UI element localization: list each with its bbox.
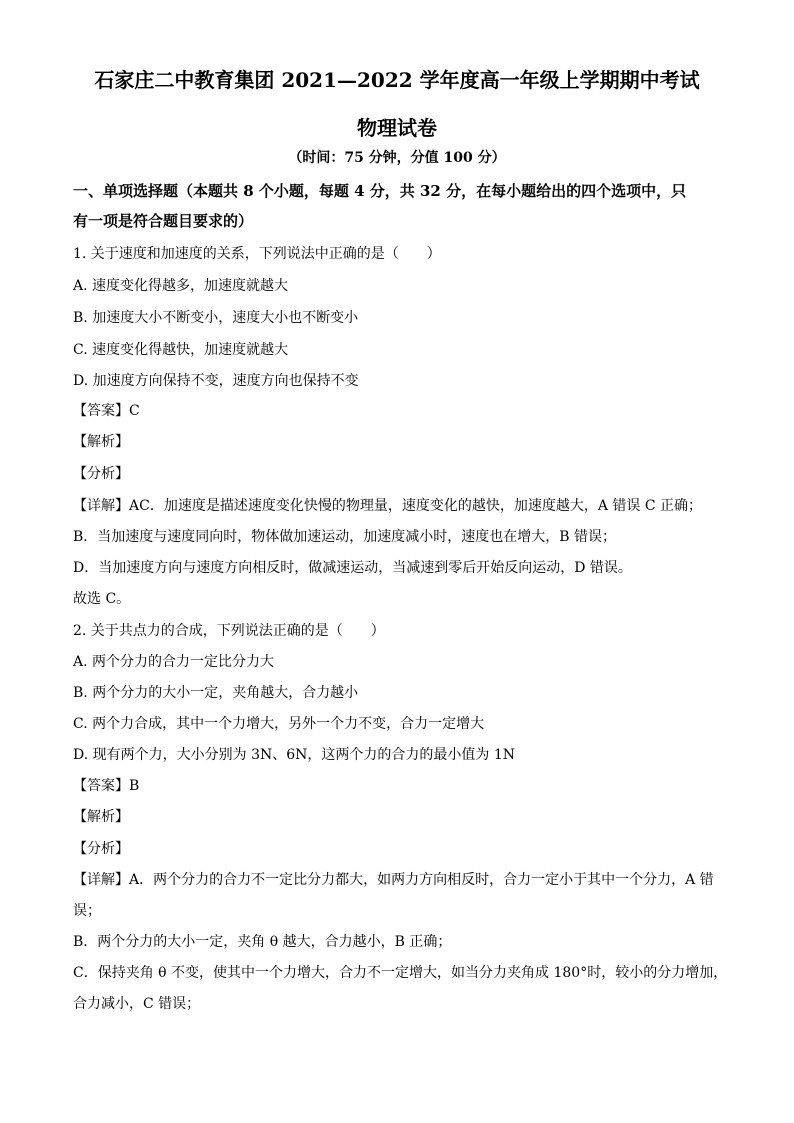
q2-detail-4: C．保持夹角 θ 不变，使其中一个力增大，合力不一定增大，如当分力夹角成 180°时，较小的分力增加， <box>73 965 728 981</box>
q2-jiexi: 【解析】 <box>73 809 129 825</box>
q1-jiexi: 【解析】 <box>73 434 129 450</box>
q2-option-a: A. 两个分力的合力一定比分力大 <box>73 654 275 670</box>
q1-option-a: A. 速度变化得越多，加速度就越大 <box>73 278 289 294</box>
q1-answer: 【答案】C <box>73 403 140 419</box>
q2-option-b: B. 两个分力的大小一定，夹角越大，合力越小 <box>73 685 359 701</box>
q2-option-c: C. 两个力合成，其中一个力增大，另外一个力不变，合力一定增大 <box>73 716 485 732</box>
exam-subtitle: 物理试卷 <box>357 116 437 140</box>
q2-detail-2: 误； <box>73 903 101 919</box>
q2-detail-1: 【详解】A．两个分力的合力不一定比分力都大，如两力方向相反时，合力一定小于其中一个分力，A 错 <box>73 872 714 888</box>
q2-detail-3: B．两个分力的大小一定，夹角 θ 越大，合力越小，B 正确； <box>73 934 452 950</box>
q2-option-d: D. 现有两个力，大小分别为 3N、6N，这两个力的合力的最小值为 1N <box>73 747 515 763</box>
q1-detail-1: 【详解】AC．加速度是描述速度变化快慢的物理量，速度变化的越快，加速度越大，A 错误 C 正确； <box>73 498 702 514</box>
q1-option-b: B. 加速度大小不断变小，速度大小也不断变小 <box>73 310 359 326</box>
q1-detail-3: D．当加速度方向与速度方向相反时，做减速运动，当减速到零后开始反向运动，D 错误。 <box>73 560 632 576</box>
exam-title: 石家庄二中教育集团 2021—2022 学年度高一年级上学期期中考试 <box>94 68 700 92</box>
q2-fenxi: 【分析】 <box>73 841 129 857</box>
q1-detail-2: B．当加速度与速度同向时，物体做加速运动，加速度减小时，速度也在增大，B 错误； <box>73 529 617 545</box>
q2-detail-5: 合力减小，C 错误； <box>73 996 201 1012</box>
q2-answer: 【答案】B <box>73 778 140 794</box>
q1-stem: 1. 关于速度和加速度的关系，下列说法中正确的是（ ） <box>73 246 441 262</box>
section-heading-line2: 有一项是符合题目要求的） <box>73 212 254 230</box>
q1-detail-4: 故选 C。 <box>73 591 131 607</box>
q1-option-c: C. 速度变化得越快，加速度就越大 <box>73 342 289 358</box>
q1-fenxi: 【分析】 <box>73 466 129 482</box>
section-heading-line1: 一、单项选择题（本题共 8 个小题，每题 4 分，共 32 分，在每小题给出的四个选项中，只 <box>73 182 687 200</box>
q2-stem: 2. 关于共点力的合成，下列说法正确的是（ ） <box>73 623 385 639</box>
q1-option-d: D. 加速度方向保持不变，速度方向也保持不变 <box>73 373 359 389</box>
exam-meta: （时间：75 分钟，分值 100 分） <box>288 150 506 166</box>
